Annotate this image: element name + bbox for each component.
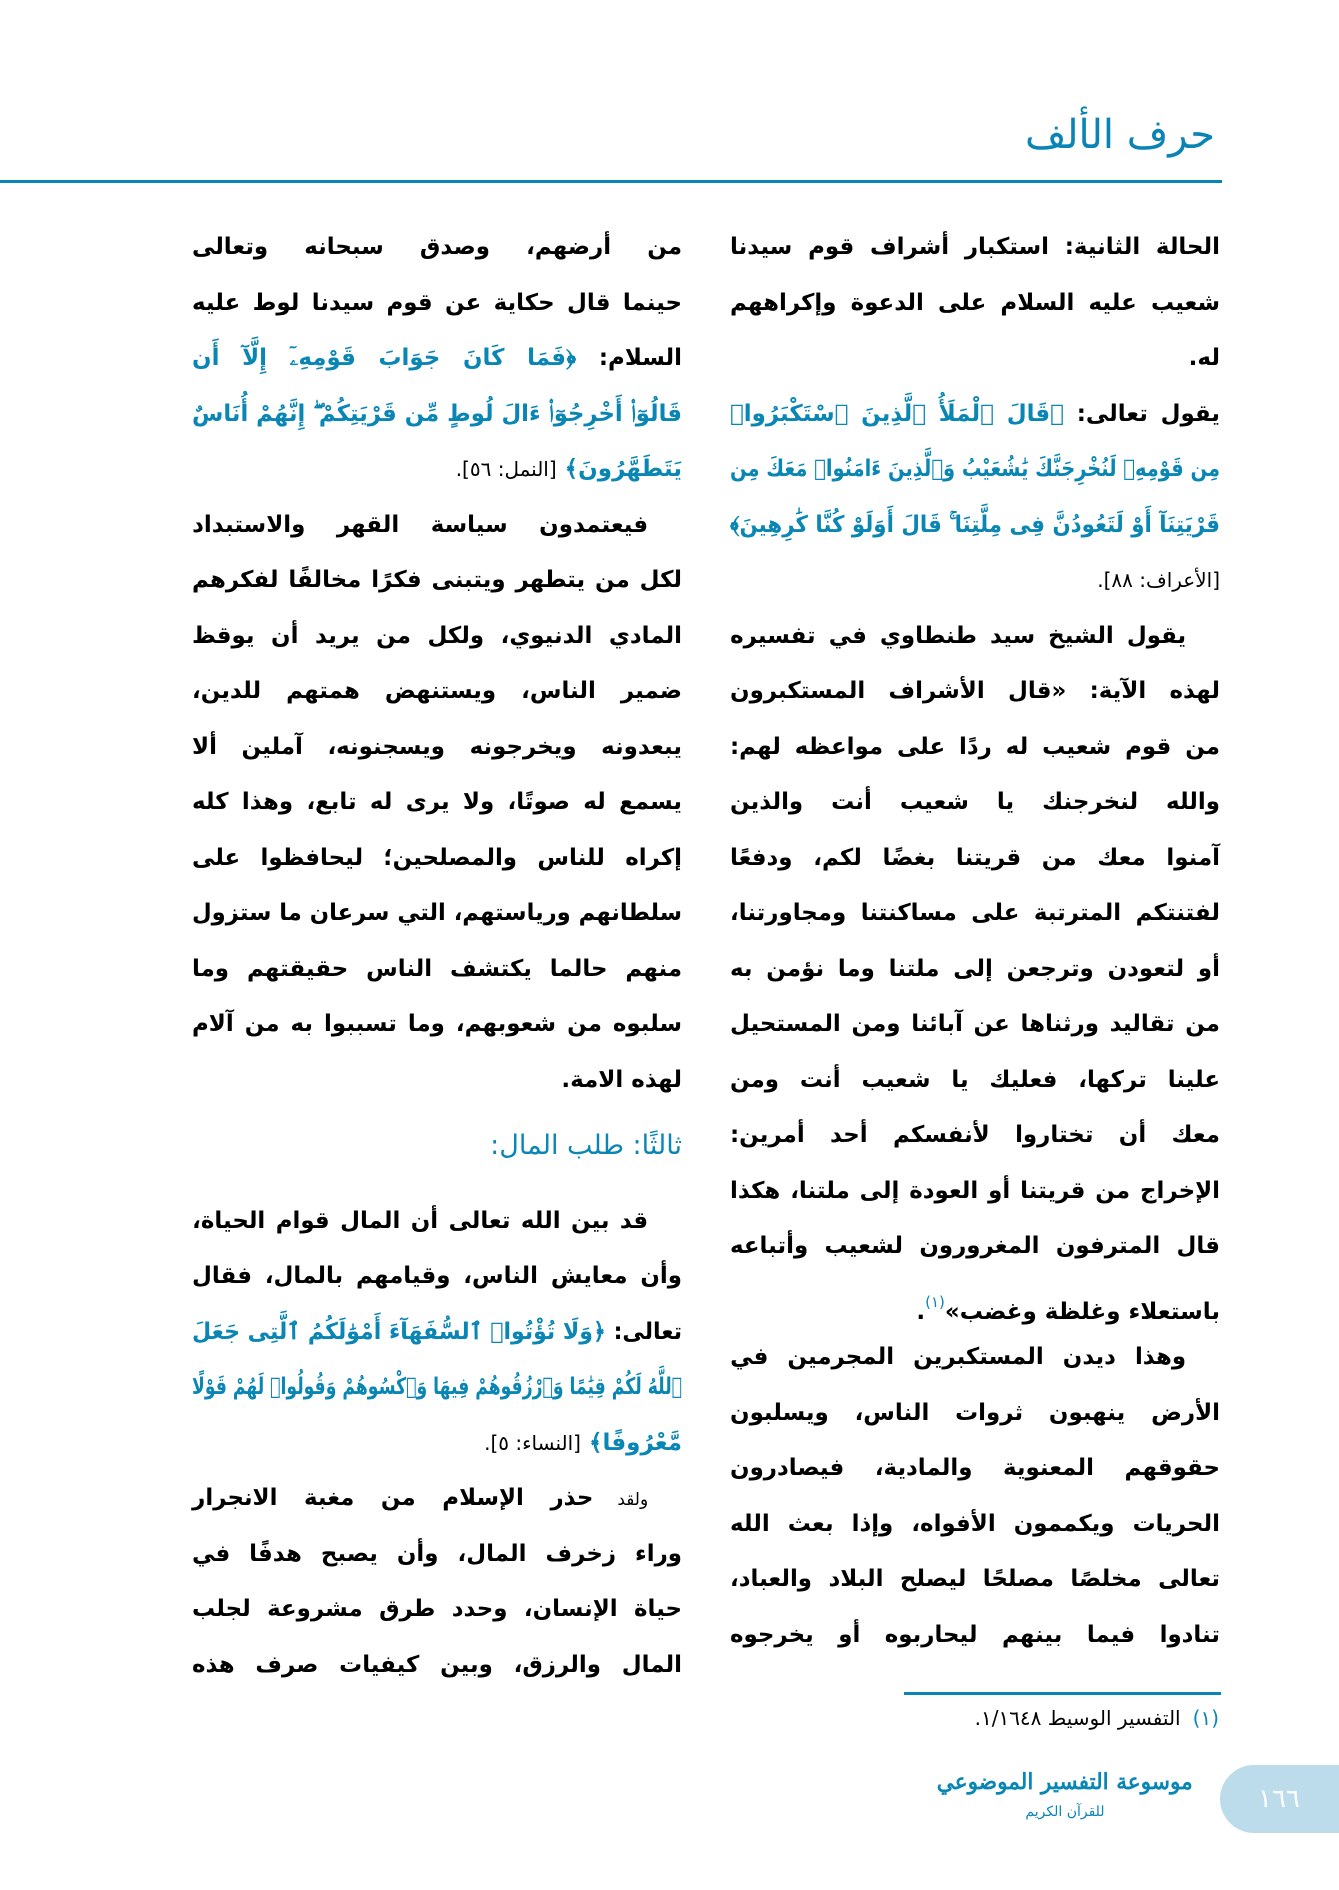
text-line [728, 1275, 1220, 1331]
text-line [730, 498, 1220, 554]
section-heading [190, 1118, 682, 1174]
text-line [192, 720, 682, 776]
logo-title: موسوعة التفسير الموضوعي [936, 1769, 1193, 1795]
body-text: يقول تعالى: [1063, 400, 1220, 427]
verse-reference: [الأعراف: ٨٨]. [1097, 568, 1220, 592]
text-line [730, 1330, 1220, 1386]
body-text: والله لنخرجنك يا شعيب أنت والذين [730, 789, 1220, 815]
body-text: أو لتعودن وترجعن إلى ملتنا وما نؤمن به [730, 955, 1220, 982]
text-line [192, 1360, 683, 1416]
quran-verse: ﴿فَمَا كَانَ جَوَابَ قَوْمِهِۦٓ إِلَّآ أَن [192, 345, 577, 371]
text-line [730, 1552, 1220, 1608]
text-line [192, 331, 682, 387]
text-line [191, 1305, 682, 1361]
text-line [730, 997, 1220, 1053]
chapter-title: حرف الألف [1024, 112, 1215, 158]
body-text: يسمع له صوتًا، ولا يرى له تابع، وهذا كله [192, 789, 682, 815]
quran-verse: ﴿قَالَ ٱلْمَلَأُ ٱلَّذِينَ ٱسْتَكْبَرُوا۟ [729, 400, 1064, 427]
text-line [730, 720, 1220, 776]
text-line [729, 442, 1220, 498]
body-text: تنادوا فيما بينهم ليحاربوه أو يخرجوه [730, 1621, 1220, 1648]
body-text: آمنوا معك من قريتنا بغضًا لكم، ودفعًا [730, 844, 1220, 871]
text-line [730, 775, 1220, 831]
text-line [190, 442, 682, 498]
body-text: منهم حالما يكتشف الناس حقيقتهم وما [192, 955, 682, 982]
quran-verse: مَّعْرُوفًا﴾ [580, 1429, 682, 1456]
text-line [192, 1194, 682, 1250]
body-text: السلام: [576, 345, 682, 371]
page-number: ١٦٦ [1220, 1765, 1339, 1833]
text-line [192, 942, 682, 998]
quran-verse: قَالُوٓا۟ أَخْرِجُوٓا۟ ءَالَ لُوطٍ مِّن قَرْيَتِكُمْ ۖ إِنَّهُمْ أُنَاسٌ [192, 400, 683, 427]
text-line [192, 1527, 682, 1583]
body-text: ضمير الناس، ويستنهض همتهم للدين، [192, 678, 682, 704]
body-text: لكل من يتطهر ويتبنى فكرًا مخالفًا لفكرهم [192, 567, 682, 593]
footnote [975, 1706, 1219, 1730]
body-text: له. [1188, 345, 1220, 371]
text-line [192, 775, 682, 831]
body-text: حذر الإسلام من مغبة الانجرار [192, 1485, 594, 1511]
text-line [192, 609, 682, 665]
body-text: باستعلاء وغلظة وغضب» [944, 1298, 1220, 1325]
right-text-column [728, 220, 1220, 1663]
body-text: قد بين الله تعالى أن المال قوام الحياة، [192, 1207, 649, 1234]
body-text: . [916, 1298, 926, 1325]
body-text: فيعتمدون سياسة القهر والاستبداد [192, 511, 649, 538]
text-line [730, 387, 1220, 443]
text-line [192, 387, 683, 443]
text-line [730, 1608, 1220, 1664]
quran-verse: يَتَطَهَّرُونَ﴾ [556, 456, 682, 482]
footnote-text: التفسير الوسيط ١/١٦٤٨. [974, 1706, 1181, 1730]
text-line [190, 1416, 682, 1472]
body-text: استكبار أشراف قوم سيدنا [730, 234, 1050, 260]
quran-verse: ٱللَّهُ لَكُمْ قِيَٰمًا وَٱرْزُقُوهُمْ فِيهَا وَٱكْسُوهُمْ وَقُولُوا۟ لَهُمْ قَوْلًا [192, 1374, 683, 1400]
text-line [730, 1219, 1220, 1275]
body-text: وأن معايش الناس، وقيامهم بالمال، فقال [192, 1263, 682, 1289]
text-line [730, 609, 1220, 665]
body-text: المال والرزق، وبين كيفيات صرف هذه [192, 1651, 682, 1678]
text-line [730, 831, 1220, 887]
text-line [192, 498, 682, 554]
body-text: شعيب عليه السلام على الدعوة وإكراههم [730, 289, 1220, 316]
body-text: قال المترفون المغرورون لشعيب وأتباعه [730, 1233, 1220, 1259]
body-text: يبعدونه ويخرجونه ويسجنونه، آملين ألا [192, 733, 682, 760]
text-line [192, 1249, 682, 1305]
text-line [730, 276, 1220, 332]
body-text: تعالى: [605, 1318, 682, 1345]
text-line [192, 1471, 682, 1527]
text-line [730, 1441, 1220, 1497]
logo-subtitle: للقرآن الكريم [1025, 1804, 1105, 1820]
verse-reference: [النمل: ٥٦]. [455, 457, 557, 481]
text-line [730, 664, 1220, 720]
text-line [192, 220, 682, 276]
body-text: لفتنتكم المترتبة على مساكنتنا ومجاورتنا، [730, 900, 1220, 926]
text-line [192, 886, 683, 942]
text-line [190, 1053, 682, 1109]
footnote-marker[interactable]: (١) [925, 1292, 945, 1311]
text-line [728, 553, 1220, 609]
section-title: ثالثًا: طلب المال: [490, 1130, 682, 1161]
text-line [730, 886, 1220, 942]
left-text-column [190, 220, 682, 1693]
body-text: حياة الإنسان، وحدد طرق مشروعة لجلب [192, 1596, 682, 1622]
text-line [192, 276, 682, 332]
verse-reference: [النساء: ٥]. [484, 1430, 581, 1455]
paragraph-heading: الحالة الثانية: [1049, 234, 1220, 260]
quran-verse: مِن قَوْمِهِۦ لَنُخْرِجَنَّكَ يَٰشُعَيْبُ وَٱلَّذِينَ ءَامَنُوا۟ مَعَكَ مِن [729, 456, 1220, 482]
body-text: تعالى مخلصًا مصلحًا ليصلح البلاد والعباد، [730, 1566, 1220, 1592]
text-line [730, 1108, 1220, 1164]
text-line [730, 942, 1220, 998]
footnote-number: (١) [1192, 1706, 1219, 1730]
header-divider [0, 180, 1222, 183]
text-line [730, 1386, 1220, 1442]
body-text: لهذه الامة. [561, 1066, 682, 1093]
body-text: حينما قال حكاية عن قوم سيدنا لوط عليه [192, 289, 682, 316]
body-text: لهذه الآية: «قال الأشراف المستكبرون [730, 678, 1220, 704]
text-line [192, 1638, 682, 1694]
body-text: سلبوه من شعوبهم، وما تسببوا به من آلام [192, 1011, 682, 1037]
text-line [192, 664, 682, 720]
text-line [730, 220, 1220, 276]
text-line [728, 331, 1220, 387]
text-line [730, 1053, 1220, 1109]
text-line [730, 1497, 1220, 1553]
quran-verse: قَرْيَتِنَآ أَوْ لَتَعُودُنَّ فِى مِلَّتِنَا ۚ قَالَ أَوَلَوْ كُنَّا كَٰرِهِينَ﴾ [730, 511, 1220, 538]
text-line [192, 831, 682, 887]
body-text: الحريات ويكممون الأفواه، وإذا بعث الله [730, 1510, 1220, 1537]
body-text: معك أن تختاروا لأنفسكم أحد أمرين: [730, 1122, 1220, 1148]
quran-verse: ﴿وَلَا تُؤْتُوا۟ ٱلسُّفَهَآءَ أَمْوَٰلَكُمُ ٱلَّتِى جَعَلَ [191, 1318, 606, 1345]
body-text: حقوقهم المعنوية والمادية، فيصادرون [730, 1455, 1220, 1481]
body-text: علينا تركها، فعليك يا شعيب أنت ومن [730, 1066, 1220, 1093]
body-text-small: ولقد [593, 1490, 649, 1510]
footnote-divider [904, 1692, 1221, 1695]
text-line [192, 553, 682, 609]
body-text: من أرضهم، وصدق سبحانه وتعالى [192, 234, 682, 260]
encyclopedia-logo [935, 1762, 1195, 1822]
text-line [730, 1164, 1220, 1220]
body-text: إكراه للناس والمصلحين؛ ليحافظوا على [192, 844, 682, 871]
body-text: وهذا ديدن المستكبرين المجرمين في [730, 1344, 1187, 1370]
text-line [192, 1582, 682, 1638]
body-text: يقول الشيخ سيد طنطاوي في تفسيره [730, 622, 1187, 649]
text-line [192, 997, 682, 1053]
body-text: المادي الدنيوي، ولكل من يريد أن يوقظ [192, 622, 682, 649]
body-text: من قوم شعيب له ردًا على مواعظه لهم: [730, 733, 1220, 760]
body-text: سلطانهم ورياستهم، التي سرعان ما ستزول [192, 900, 683, 926]
body-text: وراء زخرف المال، وأن يصبح هدفًا في [192, 1540, 682, 1567]
body-text: الإخراج من قريتنا أو العودة إلى ملتنا، هكذا [730, 1177, 1220, 1204]
body-text: من تقاليد ورثناها عن آبائنا ومن المستحيل [730, 1011, 1220, 1037]
body-text: الأرض ينهبون ثروات الناس، ويسلبون [730, 1399, 1220, 1426]
